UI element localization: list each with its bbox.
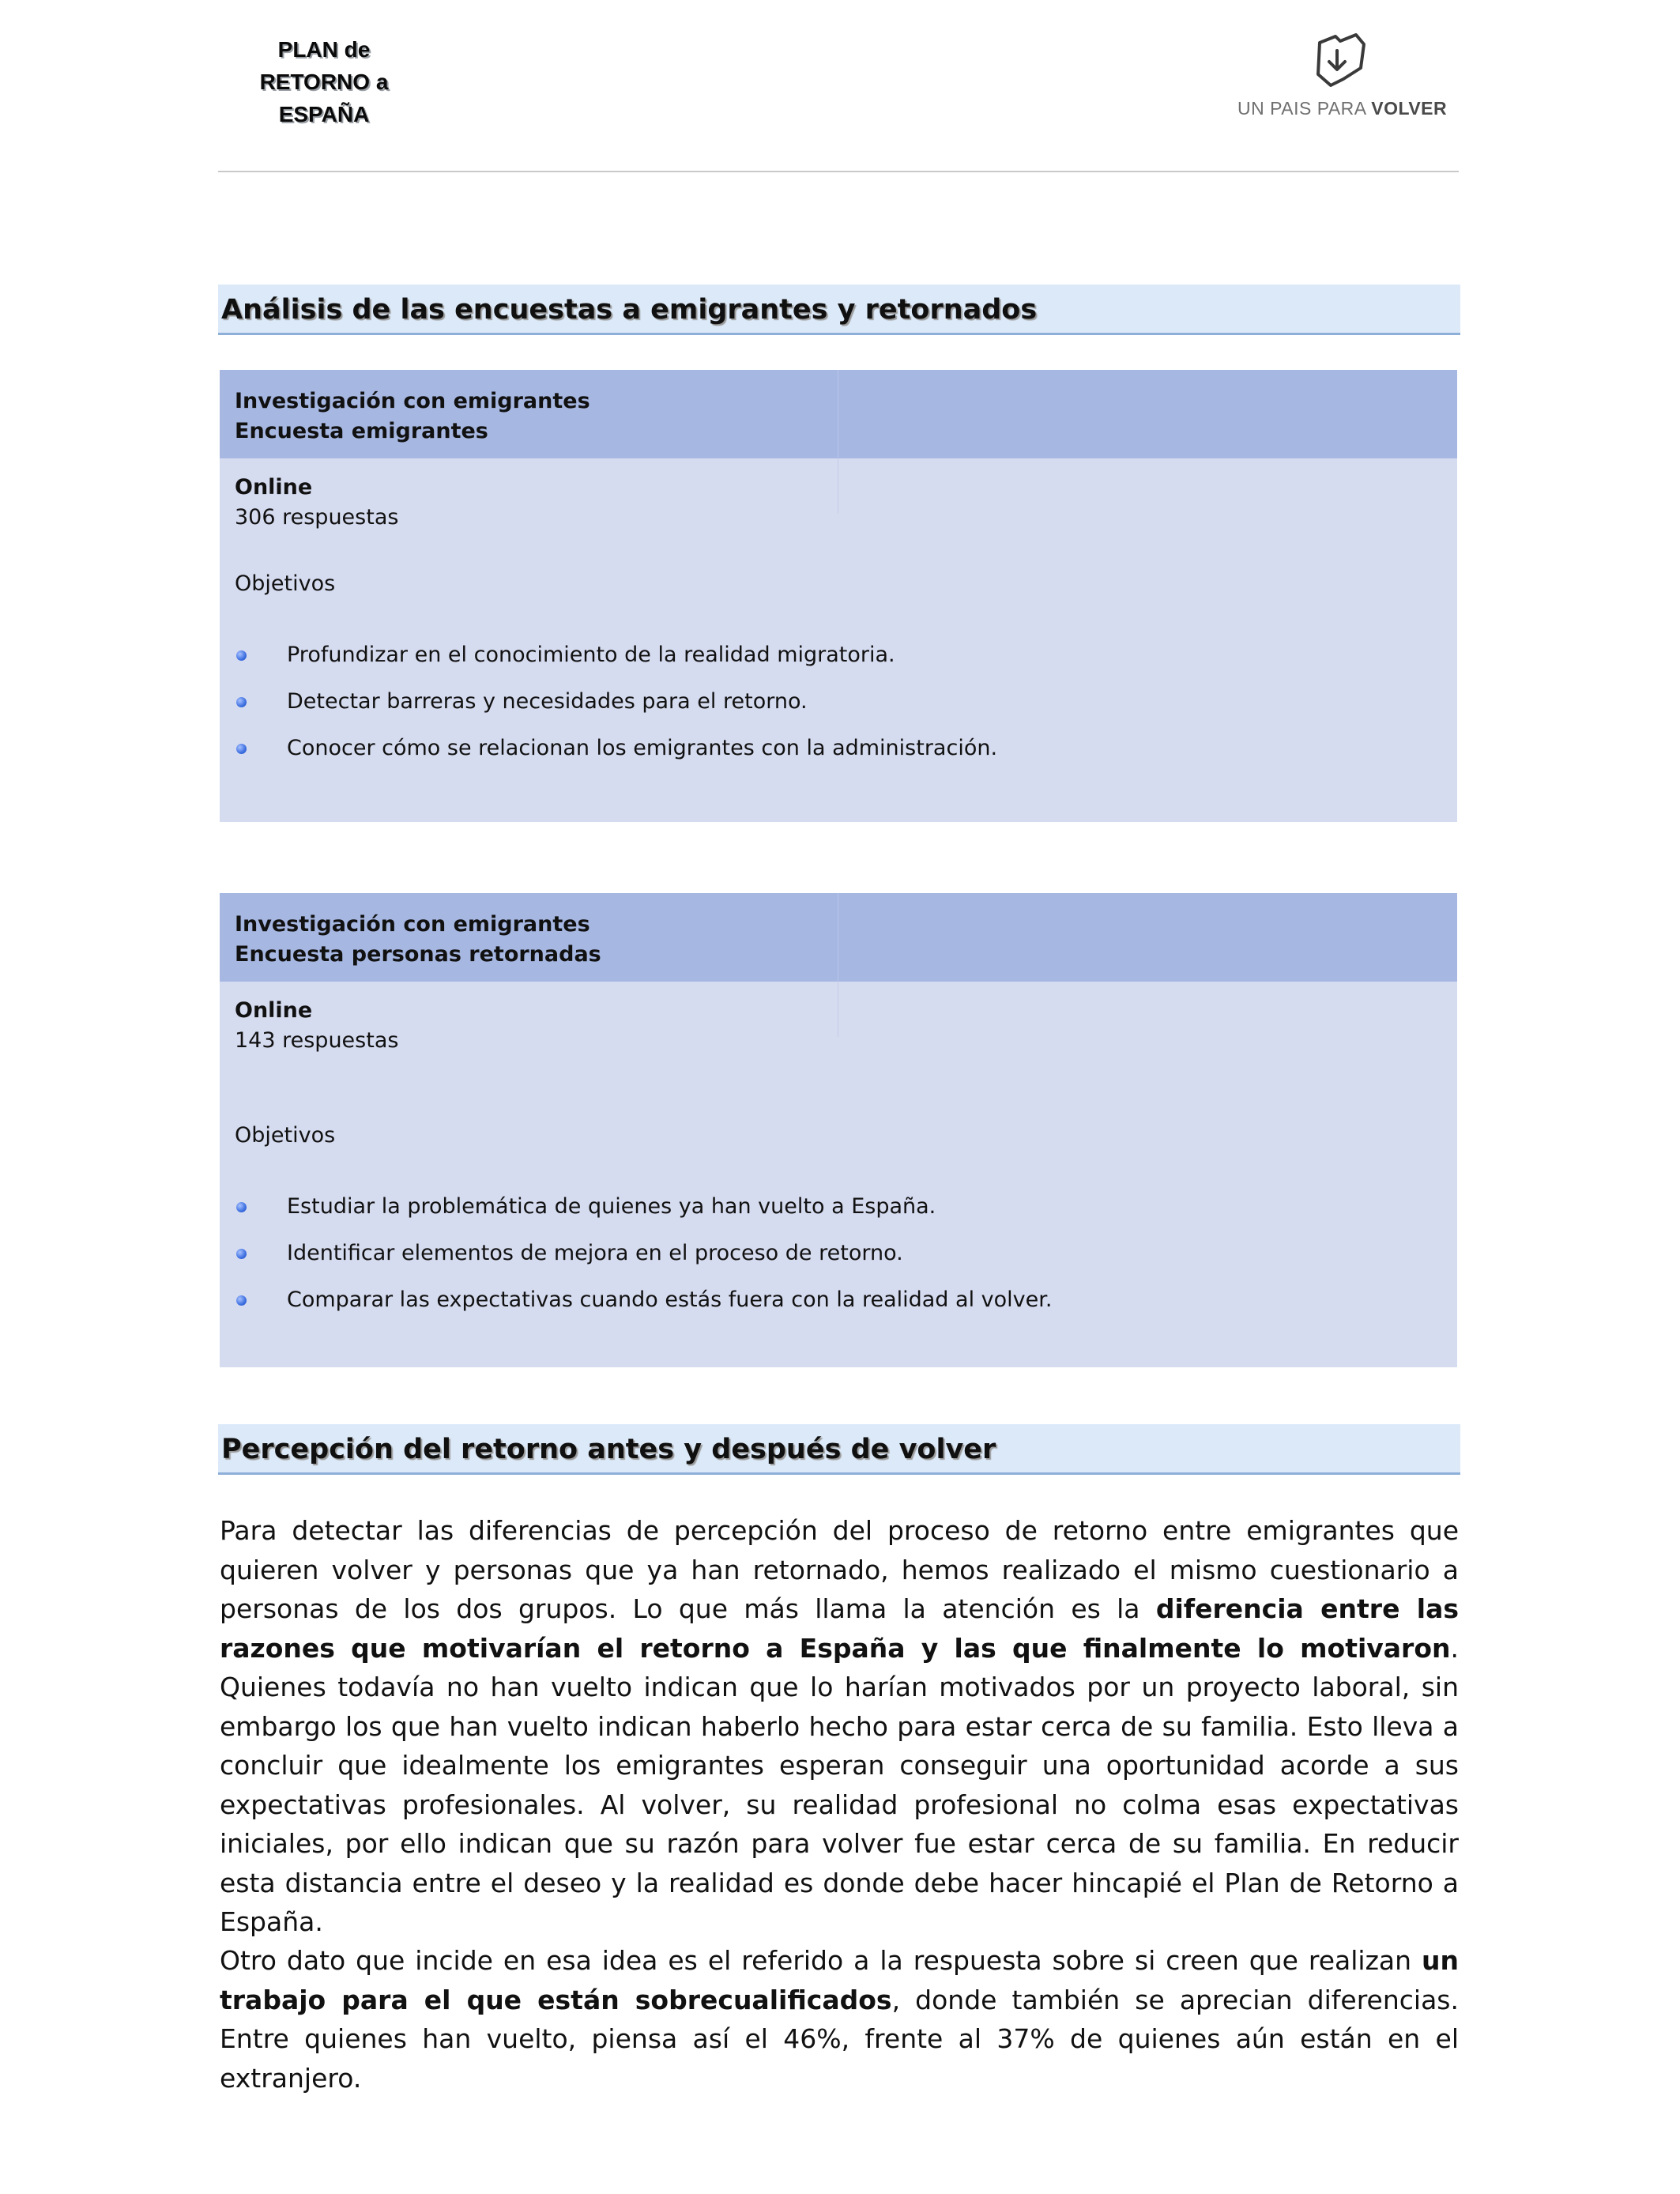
objective-text: Conocer cómo se relacionan los emigrantes con la administración.: [287, 736, 998, 760]
survey-body: [220, 458, 1457, 763]
paragraph-emphasis: un trabajo para el que están sobrecualificados: [220, 1945, 1459, 2015]
list-item: [235, 687, 1457, 717]
paragraph-text: Otro dato que incide en esa idea es el referido a la respuesta sobre si creen que realizan: [220, 1945, 1422, 1976]
bullet-icon: [236, 744, 247, 754]
objective-text: Profundizar en el conocimiento de la realidad migratoria.: [287, 643, 895, 667]
list-item: [235, 1192, 1457, 1222]
brand-logo: [1237, 27, 1448, 119]
survey-mode: Online: [235, 475, 313, 499]
objective-text: Comparar las expectativas cuando estás fuera con la realidad al volver.: [287, 1287, 1053, 1312]
hand-drawn-square-arrow-logo-icon: [1309, 27, 1372, 90]
survey-card-returnees: [220, 893, 1457, 1367]
brand-tagline: [1237, 98, 1448, 119]
survey-header: [220, 370, 1457, 458]
paragraph-text: . Quienes todavía no han vuelto indican que lo harían motivados por un proyecto laboral, sin embargo los que han vuelto indican haberlo hecho para estar cerca de su familia. Esto lleva a concluir que idealmente los emigrantes esperan conseguir una oportunidad acorde a sus expectativas profesionales. Al volver, su realidad profesional no colma esas expectativas iniciales, por ello indican que su razón para volver fue estar cerca de su familia. En reducir esta distancia entre el deseo y la realidad es donde debe hacer hincapié el Plan de Retorno a España.: [220, 1632, 1459, 1937]
list-item: [235, 733, 1457, 763]
survey-card-emigrants: [220, 370, 1457, 822]
survey-response-count: 143 respuestas: [235, 1028, 399, 1053]
plan-logo-line-1: PLAN de: [277, 37, 371, 62]
paragraph-text: Para detectar las diferencias de percepción del proceso de retorno entre emigrantes que quieren volver y personas que ya han retornado, hemos realizado el mismo cuestionario a personas de los dos grupos. Lo que más llama la atención es la: [220, 1515, 1459, 1624]
objectives-list: [235, 640, 1457, 763]
list-item: [235, 1285, 1457, 1315]
survey-mode: Online: [235, 998, 313, 1023]
brand-tagline-bold: VOLVER: [1371, 98, 1448, 119]
survey-heading-line-2: Encuesta personas retornadas: [235, 942, 601, 967]
brand-tagline-light: UN PAIS PARA: [1237, 98, 1372, 119]
objectives-list: [235, 1192, 1457, 1315]
survey-response-count: 306 respuestas: [235, 505, 399, 530]
bullet-icon: [236, 650, 247, 661]
objectives-label: Objetivos: [235, 571, 336, 596]
section-title-analysis: Análisis de las encuestas a emigrantes y retornados: [218, 285, 1460, 335]
plan-logo-line-2: RETORNO a: [259, 70, 389, 94]
survey-heading-line-1: Investigación con emigrantes: [235, 389, 590, 413]
objective-text: Identificar elementos de mejora en el proceso de retorno.: [287, 1241, 903, 1265]
list-item: [235, 640, 1457, 670]
survey-heading-line-1: Investigación con emigrantes: [235, 912, 590, 937]
bullet-icon: [236, 697, 247, 707]
bullet-icon: [236, 1202, 247, 1212]
paragraph-emphasis: diferencia entre las razones que motivarían el retorno a España y las que finalmente lo motivaron: [220, 1593, 1459, 1664]
survey-body: [220, 982, 1457, 1315]
objectives-label: Objetivos: [235, 1123, 336, 1148]
plan-retorno-logo: [237, 33, 411, 130]
list-item: [235, 1238, 1457, 1269]
bullet-icon: [236, 1295, 247, 1306]
objective-text: Estudiar la problemática de quienes ya han vuelto a España.: [287, 1194, 936, 1219]
objective-text: Detectar barreras y necesidades para el retorno.: [287, 689, 808, 714]
survey-heading-line-2: Encuesta emigrantes: [235, 419, 488, 443]
section-title-perception: Percepción del retorno antes y después de volver: [218, 1424, 1460, 1475]
plan-logo-line-3: ESPAÑA: [278, 102, 370, 126]
body-paragraph-1: [220, 1511, 1459, 1942]
bullet-icon: [236, 1249, 247, 1259]
paragraph-text: , donde también se aprecian diferencias. Entre quienes han vuelto, piensa así el 46%, frente al 37% de quienes aún están en el extranjero.: [220, 1984, 1459, 2094]
survey-header: [220, 893, 1457, 982]
body-paragraph-2: [220, 1941, 1459, 2098]
header-divider: [218, 171, 1459, 172]
